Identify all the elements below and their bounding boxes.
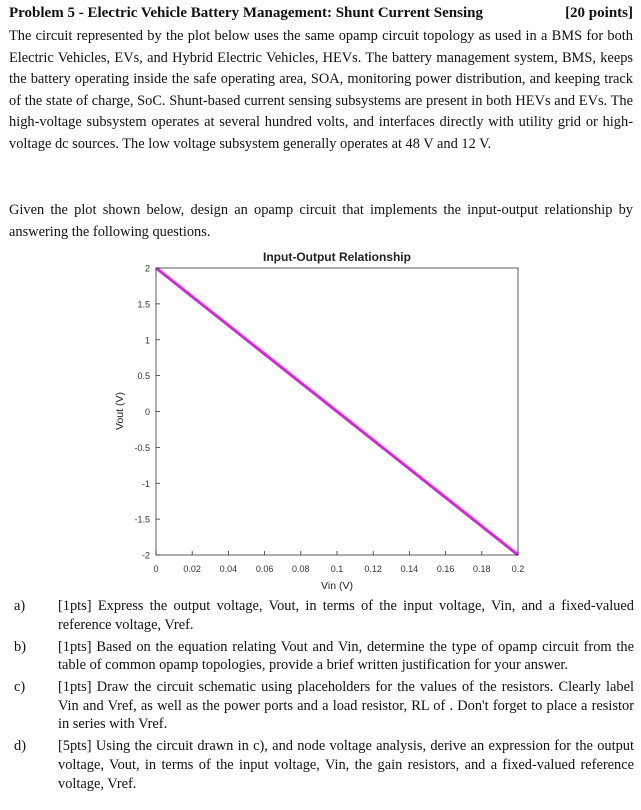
question-item [14, 597, 634, 634]
problem-header [9, 5, 633, 25]
y-tick-label: 2 [144, 263, 150, 274]
y-tick-label: 1 [144, 335, 150, 346]
question-item [14, 737, 634, 793]
question-text: [5pts] Using the circuit drawn in c), and node voltage analysis, derive an expression for the output voltage, Vout, in terms of the input voltage, Vin, the gain resistors, and a fixed-valued reference voltage, Vref. [58, 738, 634, 792]
x-tick-label: 0.06 [255, 564, 274, 574]
question-text: [1pts] Draw the circuit schematic using placeholders for the values of the resistors. Clearly label Vin and Vref, as well as the power ports and a load resistor, RL of . Don't forget to place a resistor in series with Vref. [58, 679, 634, 733]
problem-title: Problem 5 - Electric Vehicle Battery Management: Shunt Current Sensing [9, 5, 483, 21]
y-tick-label: -2 [141, 550, 150, 561]
question-label: b) [14, 638, 26, 655]
x-tick-label: 0.18 [473, 564, 491, 574]
question-list [14, 597, 634, 797]
x-tick-label: 0.14 [400, 564, 419, 574]
x-tick-label: 0.1 [330, 564, 344, 574]
x-tick-label: 0.04 [219, 564, 238, 574]
x-tick-label: 0 [153, 564, 159, 574]
x-tick-label: 0.16 [436, 564, 455, 574]
x-tick-label: 0.02 [183, 564, 201, 574]
y-axis-label: Vout (V) [114, 392, 126, 430]
y-tick-label: -1 [141, 478, 150, 489]
question-label: c) [14, 679, 26, 696]
y-tick-label: 0.5 [137, 371, 150, 382]
question-item [14, 678, 634, 734]
question-text: [1pts] Express the output voltage, Vout, in terms of the input voltage, Vin, and a fixed-valued reference voltage, Vref. [58, 598, 634, 633]
intro-paragraph: The circuit represented by the plot below uses the same opamp circuit topology as used in a BMS for both Electric Vehicles, EVs, and Hybrid Electric Vehicles, HEVs. The battery management system, BMS, keeps the battery operating inside the safe operating area, SOA, monitoring power distribution, and keeping track of the state of charge, SoC. Shunt-based current sensing subsystems are present in both HEVs and EVs. The high-voltage subsystem operates at several hundred volts, and interfaces directly with utility grid or high-voltage dc sources. The low voltage subsystem generally operates at 48 V and 12 V. [9, 28, 633, 152]
y-tick-label: 0 [144, 407, 150, 417]
question-text: [1pts] Based on the equation relating Vout and Vin, determine the type of opamp circuit from the table of common opamp topologies, provide a brief written justification for your answer. [58, 638, 634, 674]
x-tick-label: 0.2 [511, 564, 525, 574]
x-tick-label: 0.08 [292, 564, 310, 574]
given-paragraph: Given the plot shown below, design an opamp circuit that implements the input-output relationship by answering the following questions. [9, 202, 633, 240]
x-axis-label: Vin (V) [321, 580, 353, 592]
question-label: d) [14, 738, 26, 755]
input-output-chart [95, 248, 555, 593]
problem-points: [20 points] [565, 5, 633, 21]
x-tick-label: 0.12 [364, 564, 382, 574]
y-tick-label: -1.5 [134, 514, 150, 525]
chart-title: Input-Output Relationship [263, 250, 411, 264]
question-item [14, 638, 634, 675]
question-label: a) [14, 598, 26, 614]
y-tick-label: -0.5 [134, 442, 150, 453]
y-tick-label: 1.5 [137, 299, 150, 310]
